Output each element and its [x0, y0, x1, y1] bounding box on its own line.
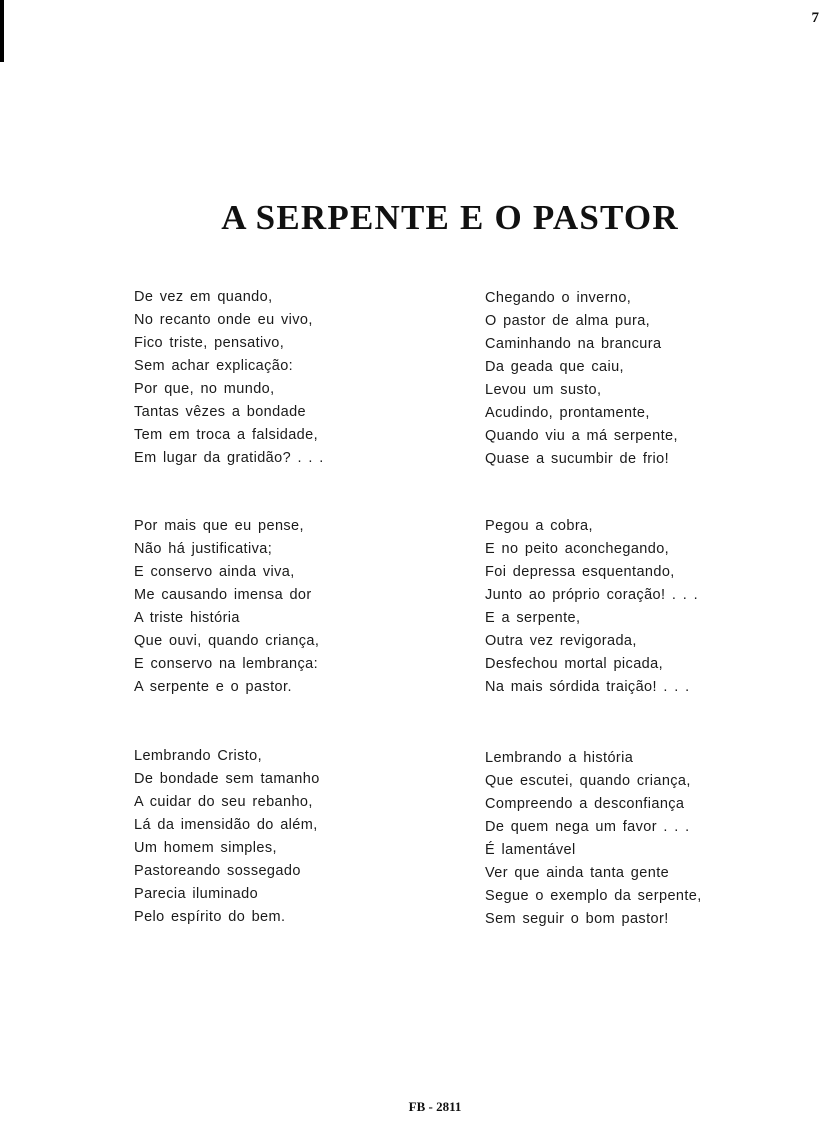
verse-line: O pastor de alma pura, [485, 313, 651, 329]
verse-line: Que escutei, quando criança, [485, 773, 691, 789]
verse-line: Chegando o inverno, [485, 290, 632, 306]
verse-line: De quem nega um favor . . . [485, 819, 690, 835]
verse-line: De vez em quando, [134, 289, 273, 305]
verse-line: A triste história [134, 610, 240, 626]
verse-line: Em lugar da gratidão? . . . [134, 450, 324, 466]
verse-line: No recanto onde eu vivo, [134, 312, 313, 328]
verse-line: Acudindo, prontamente, [485, 405, 650, 421]
verse-line: A cuidar do seu rebanho, [134, 794, 313, 810]
verse-line: E conservo na lembrança: [134, 656, 319, 672]
verse-line: Parecia iluminado [134, 886, 259, 902]
verse-line: Pastoreando sossegado [134, 863, 301, 879]
verse-line: Da geada que caiu, [485, 359, 624, 375]
stanza-2 [485, 287, 678, 471]
verse-line: Levou um susto, [485, 382, 602, 398]
verse-line: Tem em troca a falsidade, [134, 427, 319, 443]
verse-line: Foi depressa esquentando, [485, 564, 675, 580]
verse-line: E a serpente, [485, 610, 581, 626]
verse-line: E no peito aconchegando, [485, 541, 670, 557]
verse-line: Outra vez revigorada, [485, 633, 637, 649]
verse-line: E conservo ainda viva, [134, 564, 295, 580]
verse-line: Sem achar explicação: [134, 358, 294, 374]
poem-title: A SERPENTE E O PASTOR [221, 198, 679, 237]
stanza-4 [485, 515, 698, 699]
verse-line: Um homem simples, [134, 840, 277, 856]
verse-line: Tantas vêzes a bondade [134, 404, 306, 420]
verse-line: Fico triste, pensativo, [134, 335, 285, 351]
verse-line: É lamentável [485, 842, 576, 858]
verse-line: Que ouvi, quando criança, [134, 633, 320, 649]
verse-line: Pegou a cobra, [485, 518, 593, 534]
stanza-6 [485, 747, 702, 931]
verse-line: Quase a sucumbir de frio! [485, 451, 670, 467]
verse-line: Pelo espírito do bem. [134, 909, 286, 925]
verse-line: Sem seguir o bom pastor! [485, 911, 669, 927]
catalog-footer: FB - 2811 [408, 1099, 462, 1114]
stanza-3 [134, 515, 319, 699]
verse-line: De bondade sem tamanho [134, 771, 320, 787]
stanza-1 [134, 286, 324, 470]
verse-line: Compreendo a desconfiança [485, 796, 685, 812]
scan-edge-mark [0, 0, 4, 62]
verse-line: Ver que ainda tanta gente [485, 865, 670, 881]
page-number: 7 [811, 10, 819, 26]
stanza-5 [134, 745, 320, 929]
verse-line: Segue o exemplo da serpente, [485, 888, 702, 904]
verse-line: Por mais que eu pense, [134, 518, 304, 534]
verse-line: Lembrando Cristo, [134, 748, 263, 764]
verse-line: Junto ao próprio coração! . . . [485, 587, 699, 603]
verse-line: Lembrando a história [485, 750, 634, 766]
verse-line: Na mais sórdida traição! . . . [485, 679, 690, 695]
verse-line: Por que, no mundo, [134, 381, 275, 397]
verse-line: Desfechou mortal picada, [485, 656, 664, 672]
verse-line: Não há justificativa; [134, 541, 273, 557]
verse-line: Quando viu a má serpente, [485, 428, 678, 444]
verse-line: Me causando imensa dor [134, 587, 312, 603]
verse-line: A serpente e o pastor. [134, 679, 292, 695]
verse-line: Lá da imensidão do além, [134, 817, 318, 833]
verse-line: Caminhando na brancura [485, 336, 662, 352]
